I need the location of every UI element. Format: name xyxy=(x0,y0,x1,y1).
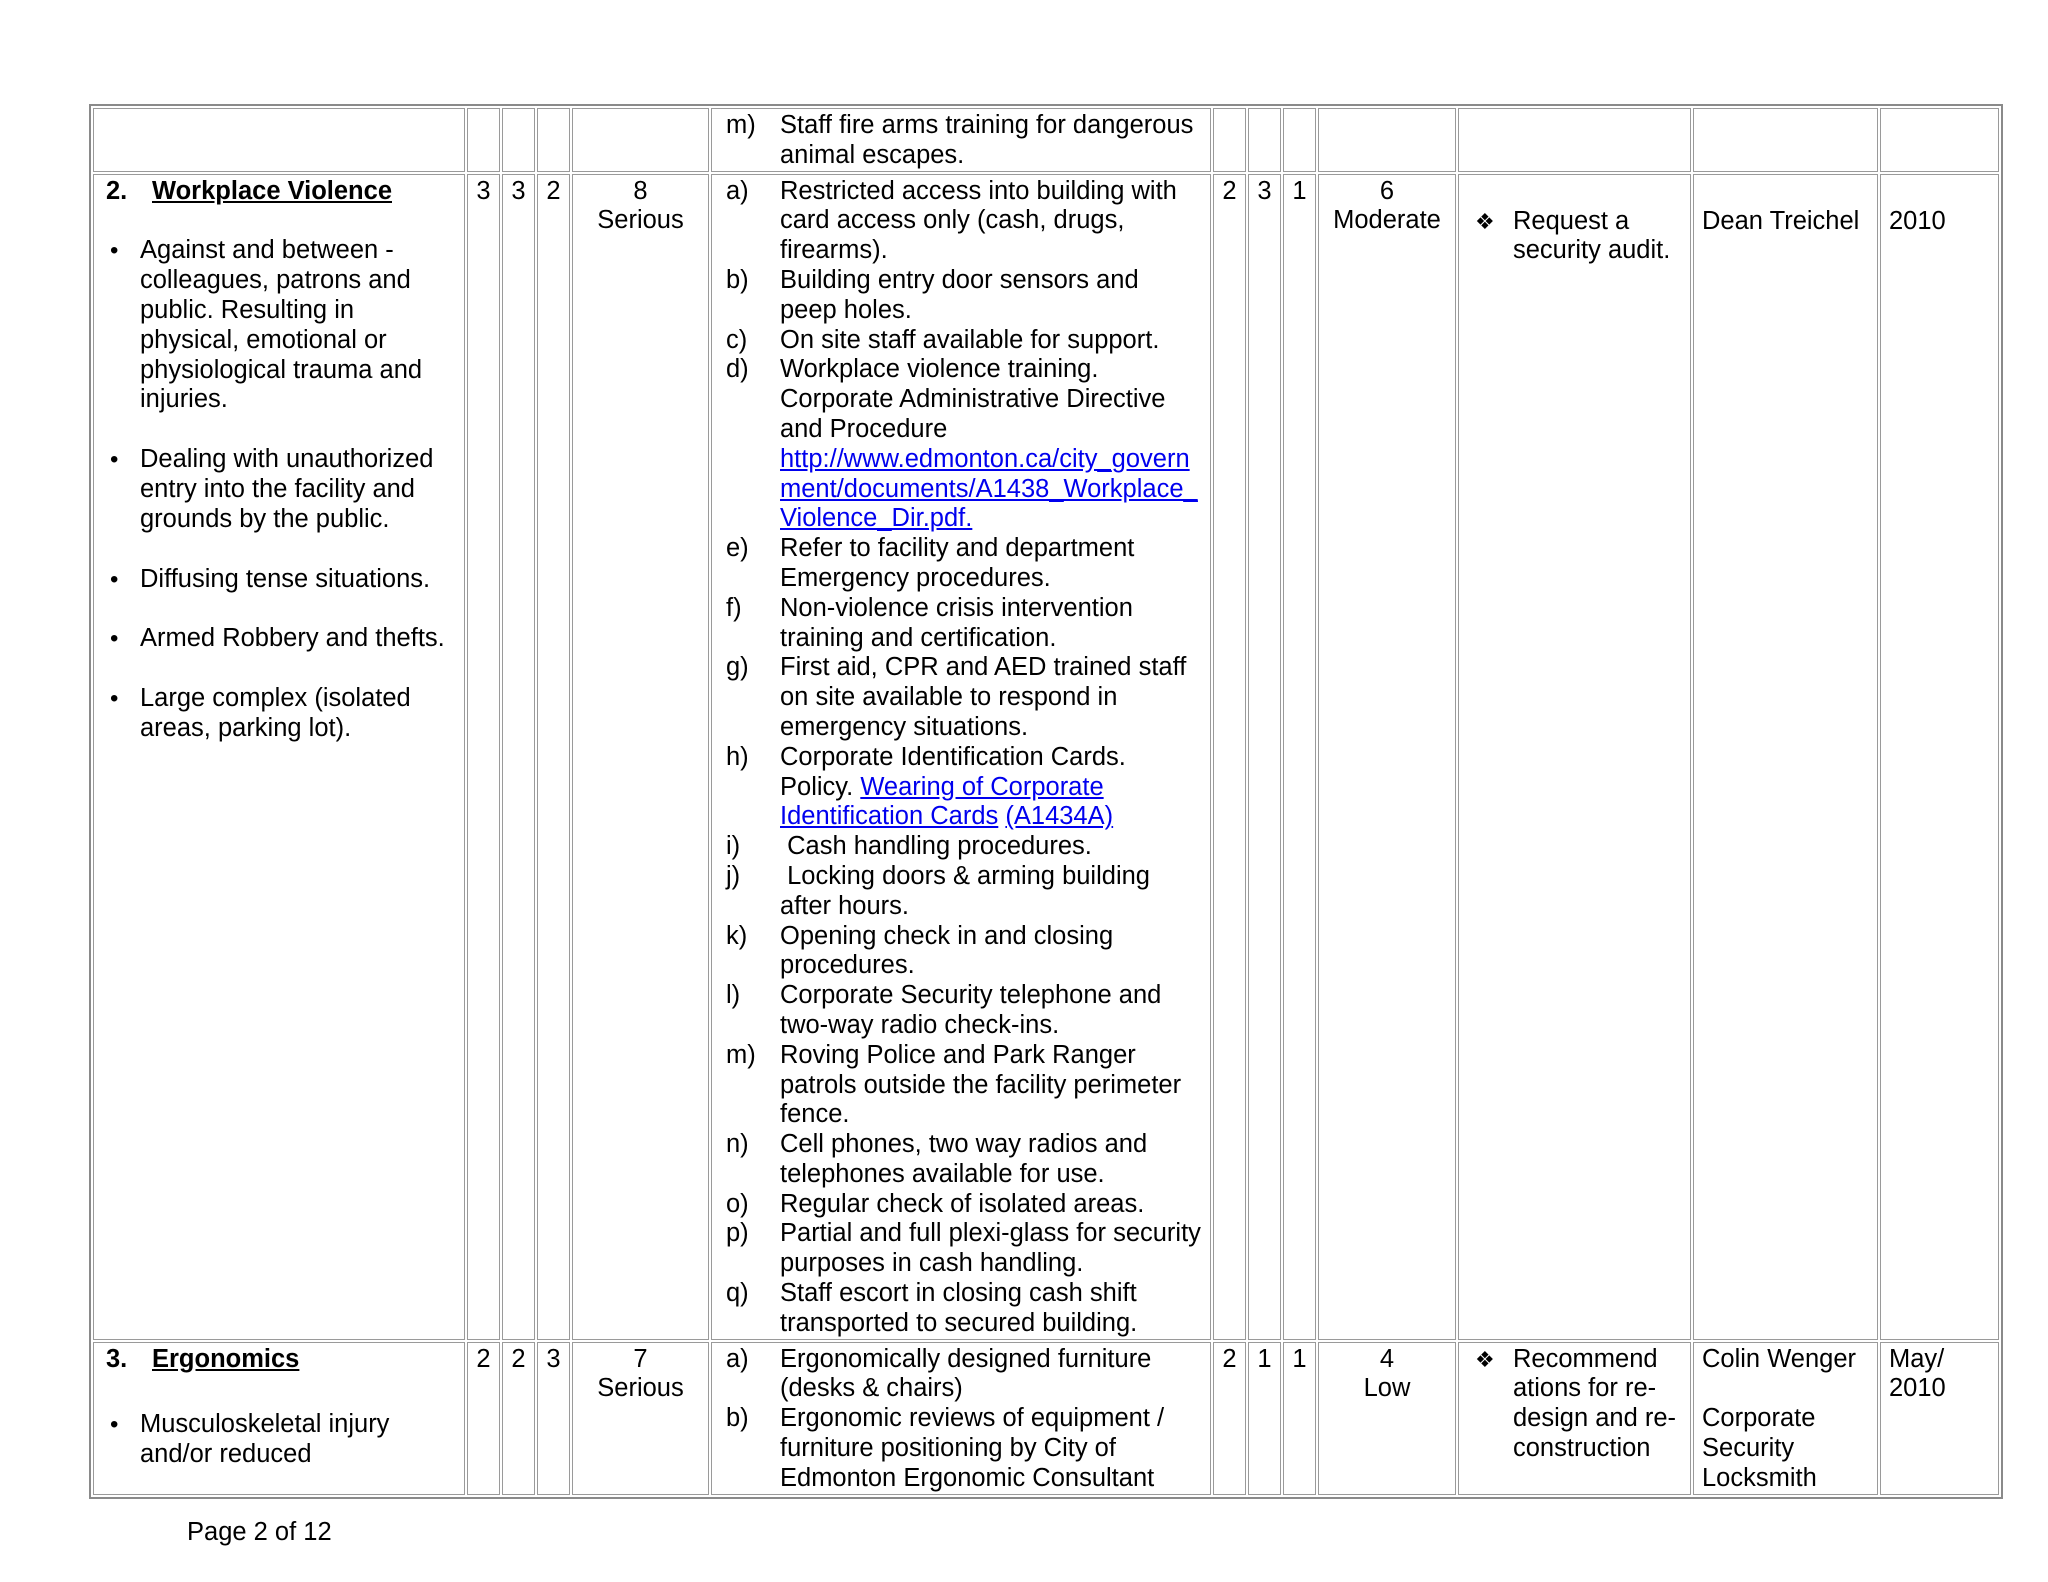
control-letter: b) xyxy=(726,265,749,294)
hazard-bullet: • Dealing with unauthorized entry into the facility and grounds by the public. xyxy=(102,445,456,534)
hazard-heading xyxy=(102,177,456,207)
action-text: Recommend ations for re-design and re-construction xyxy=(1513,1344,1677,1463)
controls-cell xyxy=(711,1342,1211,1495)
date-cell xyxy=(1880,1342,1999,1495)
control-item xyxy=(720,743,1202,832)
score-cell: 1 xyxy=(1283,1342,1316,1495)
action-cell xyxy=(1458,1342,1691,1495)
score-cell xyxy=(1213,108,1246,172)
rating-cell xyxy=(1318,174,1456,1340)
control-item xyxy=(720,177,1202,266)
hazard-title: Workplace Violence xyxy=(152,176,392,205)
hazard-bullet: • Musculoskeletal injury and/or reduced xyxy=(102,1410,456,1470)
rating-label: Serious xyxy=(597,1374,684,1403)
control-item xyxy=(720,1279,1202,1339)
rating-label: Low xyxy=(1363,1374,1411,1403)
score-cell: 2 xyxy=(1213,174,1246,1340)
controls-cell xyxy=(711,174,1211,1340)
control-letter: p) xyxy=(726,1219,749,1248)
diamond-bullet-icon: ❖ xyxy=(1475,208,1495,234)
control-letter: m) xyxy=(726,1040,756,1069)
control-item xyxy=(720,922,1202,982)
action-cell xyxy=(1458,174,1691,1340)
table-row xyxy=(93,174,1999,1340)
table-row xyxy=(93,108,1999,172)
control-text: Opening check in and closing procedures. xyxy=(780,921,1114,980)
rating-cell xyxy=(1318,1342,1456,1495)
score-cell xyxy=(537,108,570,172)
control-text: Workplace violence training. Corporate Administrative Directive and Procedure xyxy=(780,355,1166,443)
rating-cell xyxy=(572,1342,709,1495)
rating-cell xyxy=(1318,108,1456,172)
rating-label: Moderate xyxy=(1333,206,1441,235)
control-item xyxy=(720,1041,1202,1130)
control-letter: n) xyxy=(726,1130,749,1159)
control-text: Regular check of isolated areas. xyxy=(780,1189,1145,1218)
control-text: Roving Police and Park Ranger patrols outside the facility perimeter fence. xyxy=(780,1040,1182,1129)
action-item xyxy=(1467,207,1682,267)
control-letter: l) xyxy=(726,981,741,1010)
hazard-number: 2. xyxy=(106,176,128,205)
control-item xyxy=(720,1404,1202,1493)
rating-value: 8 xyxy=(633,176,648,205)
control-item xyxy=(720,594,1202,654)
control-text: Ergonomic reviews of equipment / furniture positioning by City of Edmonton Ergonomic Consultant xyxy=(780,1404,1165,1492)
control-item xyxy=(720,832,1202,862)
hazard-bullet: • Armed Robbery and thefts. xyxy=(102,624,456,654)
responsible-name: Dean Treichel xyxy=(1702,206,1860,235)
control-letter: e) xyxy=(726,534,749,563)
control-text: Building entry door sensors and peep holes. xyxy=(780,265,1139,324)
control-letter: g) xyxy=(726,653,749,682)
table-row xyxy=(93,1342,1999,1495)
control-text: Corporate Identification Cards. Policy. xyxy=(780,742,1126,801)
hazard-bullet: • Large complex (isolated areas, parking lot). xyxy=(102,684,456,744)
control-text: Refer to facility and department Emergency procedures. xyxy=(780,534,1135,592)
control-letter: i) xyxy=(726,832,741,861)
control-item xyxy=(720,653,1202,742)
hazard-bullets xyxy=(102,1410,456,1470)
control-item xyxy=(720,981,1202,1041)
control-item xyxy=(720,326,1202,356)
hazard-cell xyxy=(93,108,465,172)
control-text: Non-violence crisis intervention training and certification. xyxy=(780,593,1133,652)
hazard-number: 3. xyxy=(106,1344,128,1373)
hazard-cell xyxy=(93,174,465,1340)
controls-list xyxy=(720,1345,1202,1494)
target-date: 2010 xyxy=(1889,206,1946,235)
control-text: Cell phones, two way radios and telephones available for use. xyxy=(780,1130,1148,1188)
control-item xyxy=(720,266,1202,326)
diamond-bullet-icon: ❖ xyxy=(1475,1346,1495,1372)
control-letter: c) xyxy=(726,325,748,354)
rating-cell xyxy=(572,174,709,1340)
responsible-name: Corporate Security Locksmith xyxy=(1702,1404,1817,1493)
date-cell xyxy=(1880,108,1999,172)
rating-value: 4 xyxy=(1379,1344,1395,1373)
hazard-bullet: • Against and between - colleagues, patrons and public. Resulting in physical, emotional or physiological trauma and injuries. xyxy=(102,236,456,415)
directive-link[interactable]: http://www.edmonton.ca/city_government/documents/A1438_Workplace_Violence_Dir.pdf. xyxy=(780,444,1198,533)
control-letter: o) xyxy=(726,1189,749,1218)
control-letter: b) xyxy=(726,1404,749,1433)
responsible-cell xyxy=(1693,174,1878,1340)
action-item xyxy=(1467,1345,1682,1464)
control-text: Corporate Security telephone and two-way radio check-ins. xyxy=(780,981,1162,1039)
score-cell xyxy=(502,108,535,172)
control-item xyxy=(720,862,1202,922)
control-letter: a) xyxy=(726,176,749,205)
score-cell: 3 xyxy=(1248,174,1281,1340)
control-item xyxy=(720,355,1202,534)
date-cell xyxy=(1880,174,1999,1340)
control-letter: j) xyxy=(726,861,741,890)
hazard-assessment-table xyxy=(89,104,2003,1499)
score-cell: 1 xyxy=(1248,1342,1281,1495)
rating-label: Serious xyxy=(597,206,684,235)
responsible-cell xyxy=(1693,108,1878,172)
control-text: Ergonomically designed furniture (desks & chairs) xyxy=(780,1344,1152,1403)
target-date: May/ 2010 xyxy=(1889,1344,1946,1403)
control-text: Cash handling procedures. xyxy=(780,832,1092,861)
rating-value: 7 xyxy=(633,1344,648,1373)
control-letter: m) xyxy=(726,111,756,139)
id-cards-policy-link[interactable]: Wearing of Corporate Identification Cards xyxy=(780,772,1104,831)
action-text: Request a security audit. xyxy=(1513,206,1671,265)
score-cell: 2 xyxy=(1213,1342,1246,1495)
control-text: Staff escort in closing cash shift transported to secured building. xyxy=(780,1279,1138,1337)
control-text: Staff fire arms training for dangerous animal escapes. xyxy=(780,111,1194,169)
hazard-bullet: • Diffusing tense situations. xyxy=(102,565,456,595)
hazard-heading xyxy=(102,1345,456,1375)
control-text: On site staff available for support. xyxy=(780,325,1160,354)
control-letter: d) xyxy=(726,355,749,384)
hazard-cell xyxy=(93,1342,465,1495)
control-letter: a) xyxy=(726,1344,749,1373)
control-item xyxy=(720,1219,1202,1279)
score-cell xyxy=(1283,108,1316,172)
action-cell xyxy=(1458,108,1691,172)
controls-list xyxy=(720,177,1202,1339)
score-cell xyxy=(1248,108,1281,172)
score-cell: 2 xyxy=(467,1342,500,1495)
rating-value: 6 xyxy=(1379,176,1395,205)
control-item xyxy=(720,1130,1202,1190)
score-cell: 2 xyxy=(537,174,570,1340)
control-item xyxy=(720,1345,1202,1405)
control-letter: f) xyxy=(726,593,742,622)
control-item xyxy=(720,111,1202,171)
policy-number-link[interactable]: (A1434A) xyxy=(1005,802,1114,831)
control-letter: k) xyxy=(726,921,748,950)
page-number: Page 2 of 12 xyxy=(187,1518,332,1546)
score-cell: 3 xyxy=(467,174,500,1340)
control-letter: h) xyxy=(726,742,749,771)
score-cell: 3 xyxy=(502,174,535,1340)
score-cell: 1 xyxy=(1283,174,1316,1340)
rating-cell xyxy=(572,108,709,172)
score-cell: 2 xyxy=(502,1342,535,1495)
control-item xyxy=(720,1190,1202,1220)
score-cell: 3 xyxy=(537,1342,570,1495)
control-text: Locking doors & arming building after hours. xyxy=(780,861,1158,920)
responsible-cell xyxy=(1693,1342,1878,1495)
control-letter: q) xyxy=(726,1279,749,1308)
controls-cell xyxy=(711,108,1211,172)
hazard-bullets xyxy=(102,236,456,743)
controls-list xyxy=(720,111,1202,171)
responsible-name: Colin Wenger xyxy=(1702,1344,1857,1373)
control-text: Partial and full plexi-glass for security purposes in cash handling. xyxy=(780,1219,1201,1278)
hazard-title: Ergonomics xyxy=(152,1344,300,1373)
control-text: Restricted access into building with card access only (cash, drugs, firearms). xyxy=(780,176,1177,265)
score-cell xyxy=(467,108,500,172)
control-text: First aid, CPR and AED trained staff on site available to respond in emergency situations. xyxy=(780,653,1187,741)
control-item xyxy=(720,534,1202,594)
